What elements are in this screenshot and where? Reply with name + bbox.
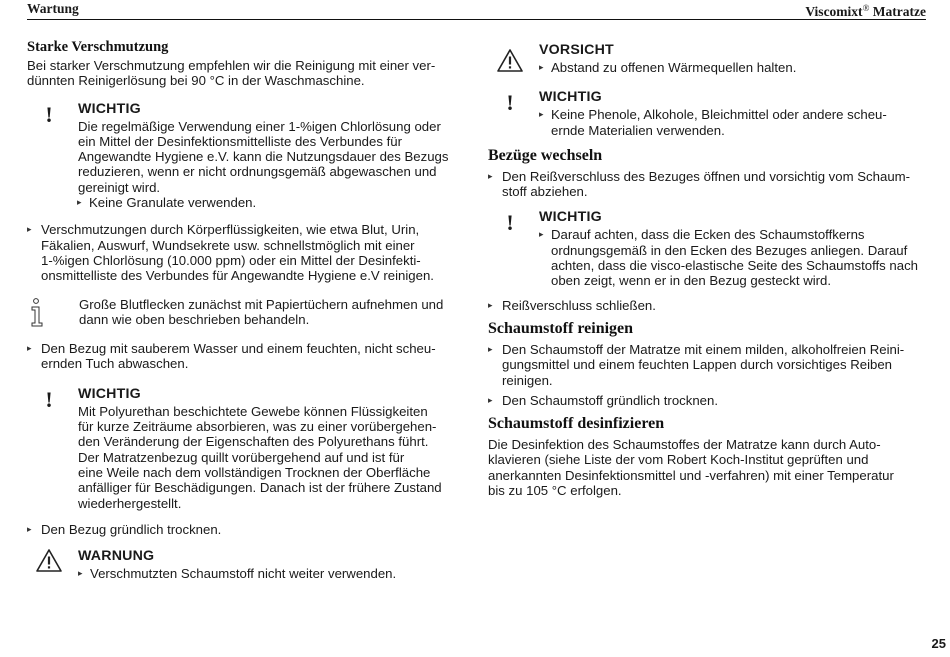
exclamation-icon: !	[45, 101, 53, 127]
notice-text: Die regelmäßige Verwendung einer 1-%igen Chlorlösung oder ein Mittel der Desinfektionsmittelliste des Verbundes für Angewandte Hygiene e.V. kann die Nutzungsdauer des Bezugs reduzieren, wenn er nicht ordnungsgemäß abgewaschen und gereinigt wird.	[78, 118, 449, 195]
notice-bullet: ▸ Abstand zu offenen Wärmequellen halten.	[539, 60, 928, 75]
notice-bullet: ▸ Keine Granulate verwenden.	[77, 195, 461, 210]
info-note	[27, 297, 461, 328]
section-heading-schaumstoff-reinigen: Schaumstoff reinigen	[488, 319, 634, 337]
intro-paragraph: Bei starker Verschmutzung empfehlen wir die Reinigung mit einer ver- dünnten Reinigerlösung bei 90 °C in der Waschmaschine.	[27, 58, 436, 89]
bullet-reissverschluss-schliessen: ▸ Reißverschluss schließen.	[488, 298, 928, 313]
notice-vorsicht	[488, 42, 928, 75]
warning-triangle-icon	[27, 548, 71, 574]
info-icon	[29, 297, 59, 332]
product-title	[805, 1, 926, 19]
notice-title: VORSICHT	[539, 42, 614, 58]
bullet-koerperfluessigkeiten: ▸ Verschmutzungen durch Körperflüssigkeiten, wie etwa Blut, Urin, Fäkalien, Auswurf, Wundsekrete usw. schnellstmöglich mit einer 1-%igen Chlorlösung (10.000 ppm) oder ein Mittel der Desinfekti- onsmittelliste des Verbundes für Angewandte Hygiene e.V reinigen.	[27, 222, 461, 283]
exclamation-icon: !	[506, 90, 514, 116]
desinfektion-paragraph: Die Desinfektion des Schaumstoffes der Matratze kann durch Auto- klavieren (siehe Liste der vom Robert Koch-Institut geprüften und anerkannten Desinfektionsmittel und -verfahren) mit einer Temperatur bis zu 105 °C erfolgen.	[488, 437, 894, 499]
notice-bullet: ▸ Keine Phenole, Alkohole, Bleichmittel oder andere scheu- ernde Materialien verwenden.	[539, 107, 928, 138]
notice-title: WICHTIG	[78, 385, 141, 402]
notice-text: Mit Polyurethan beschichtete Gewebe können Flüssigkeiten für kurze Zeiträume absorbieren, was zu einer vorübergehen- den Veränderung der Eigenschaften des Polyurethans führt. Der Matratzenbezug quillt vorübergehend auf und ist für eine Weile nach dem vollständigen Trocknen der Oberfläche anfälliger für Beschädigungen. Danach ist der frühere Zustand wiederhergestellt.	[78, 403, 442, 511]
product-name: Viscomixt	[805, 4, 863, 19]
registered-mark: ®	[862, 3, 870, 13]
page-header	[27, 0, 926, 20]
page-number: 25	[931, 635, 946, 651]
chapter-title: Wartung	[27, 1, 79, 16]
product-type: Matratze	[869, 4, 926, 19]
section-heading-starke-verschmutzung: Starke Verschmutzung	[27, 39, 169, 55]
left-column	[27, 38, 461, 581]
notice-title: WICHTIG	[78, 100, 141, 117]
notice-title: WICHTIG	[539, 209, 602, 226]
bullet-reissverschluss-oeffnen: ▸ Den Reißverschluss des Bezuges öffnen und vorsichtig vom Schaum- stoff abziehen.	[488, 169, 928, 200]
section-heading-bezuege-wechseln: Bezüge wechseln	[488, 146, 603, 164]
notice-wichtig-3	[488, 89, 928, 138]
bullet-bezug-abwaschen: ▸ Den Bezug mit sauberem Wasser und einem feuchten, nicht scheu- ernden Tuch abwaschen.	[27, 341, 461, 372]
notice-wichtig-4	[488, 209, 928, 288]
warning-triangle-icon	[488, 42, 532, 74]
exclamation-icon: !	[506, 210, 514, 236]
notice-title: WICHTIG	[539, 89, 602, 106]
exclamation-icon: !	[45, 386, 53, 412]
bullet-bezug-trocknen: ▸ Den Bezug gründlich trocknen.	[27, 522, 461, 537]
notice-wichtig-2	[27, 386, 461, 511]
bullet-schaumstoff-trocknen: ▸ Den Schaumstoff gründlich trocknen.	[488, 393, 928, 408]
notice-wichtig-1	[27, 101, 461, 211]
bullet-schaumstoff-reinigen: ▸ Den Schaumstoff der Matratze mit einem milden, alkoholfreien Reini- gungsmittel und einem feuchten Lappen durch vorsichtiges Reiben reinigen.	[488, 342, 928, 388]
notice-warnung	[27, 548, 461, 581]
section-heading-schaumstoff-desinfizieren: Schaumstoff desinfizieren	[488, 415, 665, 433]
info-text: Große Blutflecken zunächst mit Papiertüchern aufnehmen und dann wie oben beschrieben behandeln.	[79, 296, 444, 327]
notice-bullet: ▸ Darauf achten, dass die Ecken des Schaumstoffkerns ordnungsgemäß in den Ecken des Bezuges anliegen. Darauf achten, dass die visco-elastische Seite des Schaumstoffs nach oben zeigt, wenn er in den Bezug gesteckt wird.	[539, 227, 928, 288]
notice-title: WARNUNG	[78, 548, 155, 565]
right-column	[488, 42, 928, 498]
notice-bullet: ▸ Verschmutzten Schaumstoff nicht weiter verwenden.	[78, 566, 461, 581]
